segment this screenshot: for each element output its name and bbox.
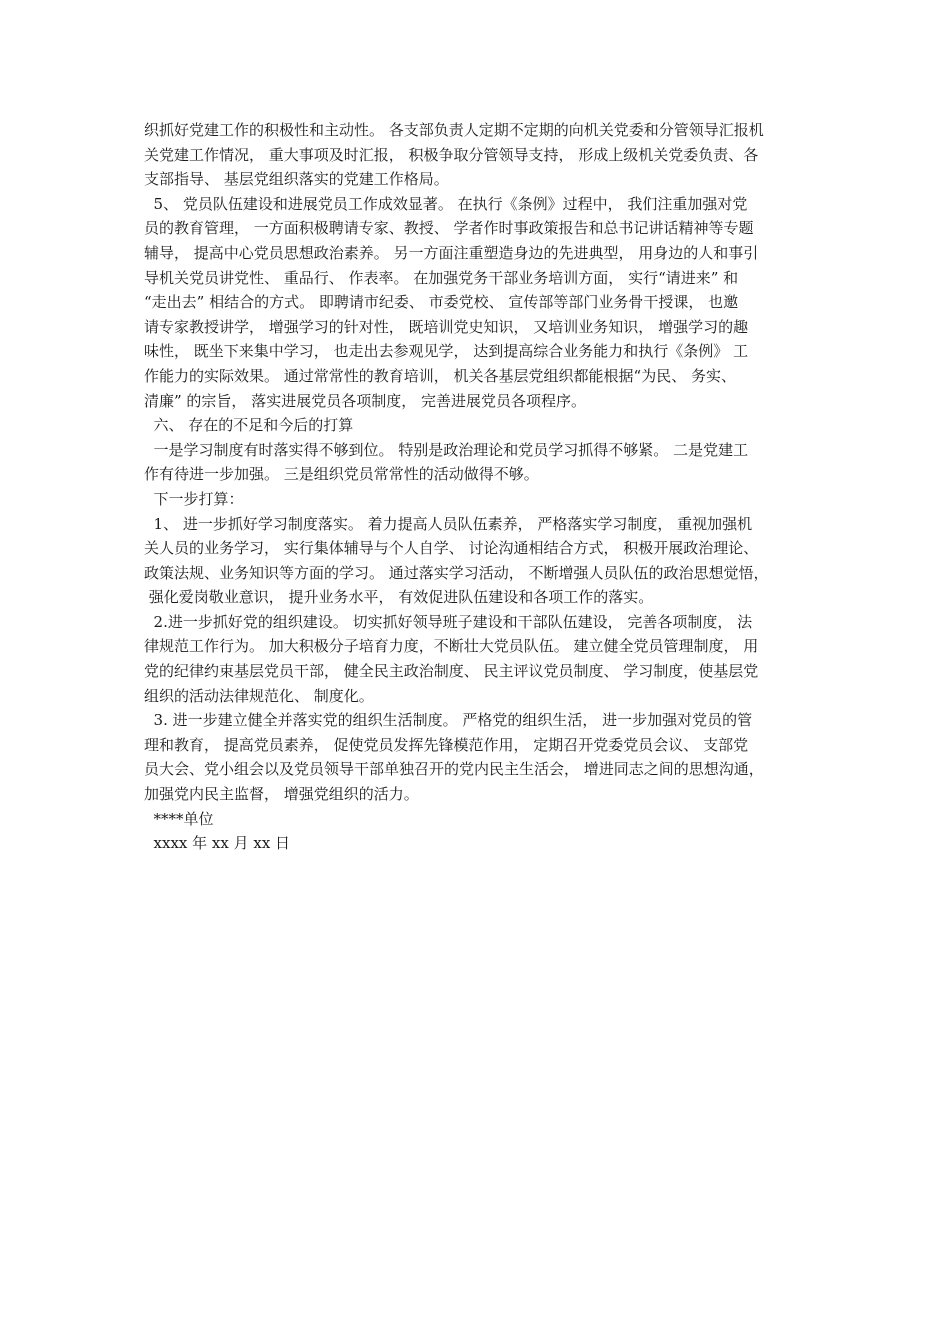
- text-line: 作能力的实际效果。 通过常常性的教育培训， 机关各基层党组织都能根据“为民、 务实、: [144, 366, 736, 385]
- text-line: 政策法规、业务知识等方面的学习。 通过落实学习活动， 不断增强人员队伍的政治思想觉悟，: [144, 563, 769, 582]
- text-line: 1、 进一步抓好学习制度落实。 着力提高人员队伍素养， 严格落实学习制度， 重视加强机: [144, 514, 753, 533]
- text-line: 强化爱岗敬业意识， 提升业务水平， 有效促进队伍建设和各项工作的落实。: [144, 588, 654, 607]
- text-line: 支部指导、 基层党组织落实的党建工作格局。: [144, 170, 449, 189]
- section-heading: 六、 存在的不足和今后的打算: [144, 416, 354, 435]
- text-line: 导机关党员讲党性、 重品行、 作表率。 在加强党务干部业务培训方面， 实行“请进来” 和: [144, 268, 739, 287]
- text-line: 2.进一步抓好党的组织建设。 切实抓好领导班子建设和干部队伍建设， 完善各项制度， 法: [144, 612, 753, 631]
- text-line: 味性， 既坐下来集中学习， 也走出去参观见学， 达到提高综合业务能力和执行《条例》 工: [144, 342, 749, 361]
- subheading: 下一步打算：: [144, 489, 244, 508]
- text-line: 员大会、党小组会以及党员领导干部单独召开的党内民主生活会， 增进同志之间的思想沟通，: [144, 760, 764, 779]
- text-line: 员的教育管理， 一方面积极聘请专家、教授、 学者作时事政策报告和总书记讲话精神等专题: [144, 219, 754, 238]
- text-line: 请专家教授讲学， 增强学习的针对性， 既培训党史知识， 又培训业务知识， 增强学习的趣: [144, 317, 749, 336]
- text-line: 作有待进一步加强。 三是组织党员常常性的活动做得不够。: [144, 465, 539, 484]
- text-line: 理和教育， 提高党员素养， 促使党员发挥先锋模范作用， 定期召开党委党员会议、 支部党: [144, 735, 749, 754]
- text-line: 辅导， 提高中心党员思想政治素养。 另一方面注重塑造身边的先进典型， 用身边的人和事引: [144, 243, 759, 262]
- text-line: 织抓好党建工作的积极性和主动性。 各支部负责人定期不定期的向机关党委和分管领导汇报机: [144, 121, 764, 139]
- text-line: “走出去” 相结合的方式。 即聘请市纪委、 市委党校、 宣传部等部门业务骨干授课， 也邀: [144, 293, 739, 312]
- signature-date: xxxx 年 xx 月 xx 日: [144, 834, 291, 853]
- text-line: 3. 进一步建立健全并落实党的组织生活制度。 严格党的组织生活， 进一步加强对党员的管: [144, 711, 753, 730]
- text-line: 5、 党员队伍建设和进展党员工作成效显著。 在执行《条例》过程中， 我们注重加强对党: [144, 194, 748, 213]
- text-line: 关人员的业务学习， 实行集体辅导与个人自学、 讨论沟通相结合方式， 积极开展政治理论、: [144, 539, 759, 558]
- text-line: 一是学习制度有时落实得不够到位。 特别是政治理论和党员学习抓得不够紧。 二是党建工: [144, 440, 749, 459]
- text-line: 清廉” 的宗旨， 落实进展党员各项制度， 完善进展党员各项程序。: [144, 391, 586, 410]
- signature-unit: ****单位: [144, 809, 214, 828]
- text-line: 律规范工作行为。 加大积极分子培育力度，不断壮大党员队伍。 建立健全党员管理制度， 用: [144, 637, 759, 656]
- document-body: [144, 118, 812, 856]
- text-line: 组织的活动法律规范化、 制度化。: [144, 686, 374, 705]
- text-line: 关党建工作情况， 重大事项及时汇报， 积极争取分管领导支持， 形成上级机关党委负责、各: [144, 145, 759, 164]
- text-line: 加强党内民主监督， 增强党组织的活力。: [144, 785, 419, 804]
- text-line: 党的纪律约束基层党员干部， 健全民主政治制度、 民主评议党员制度、 学习制度，使基层党: [144, 662, 759, 681]
